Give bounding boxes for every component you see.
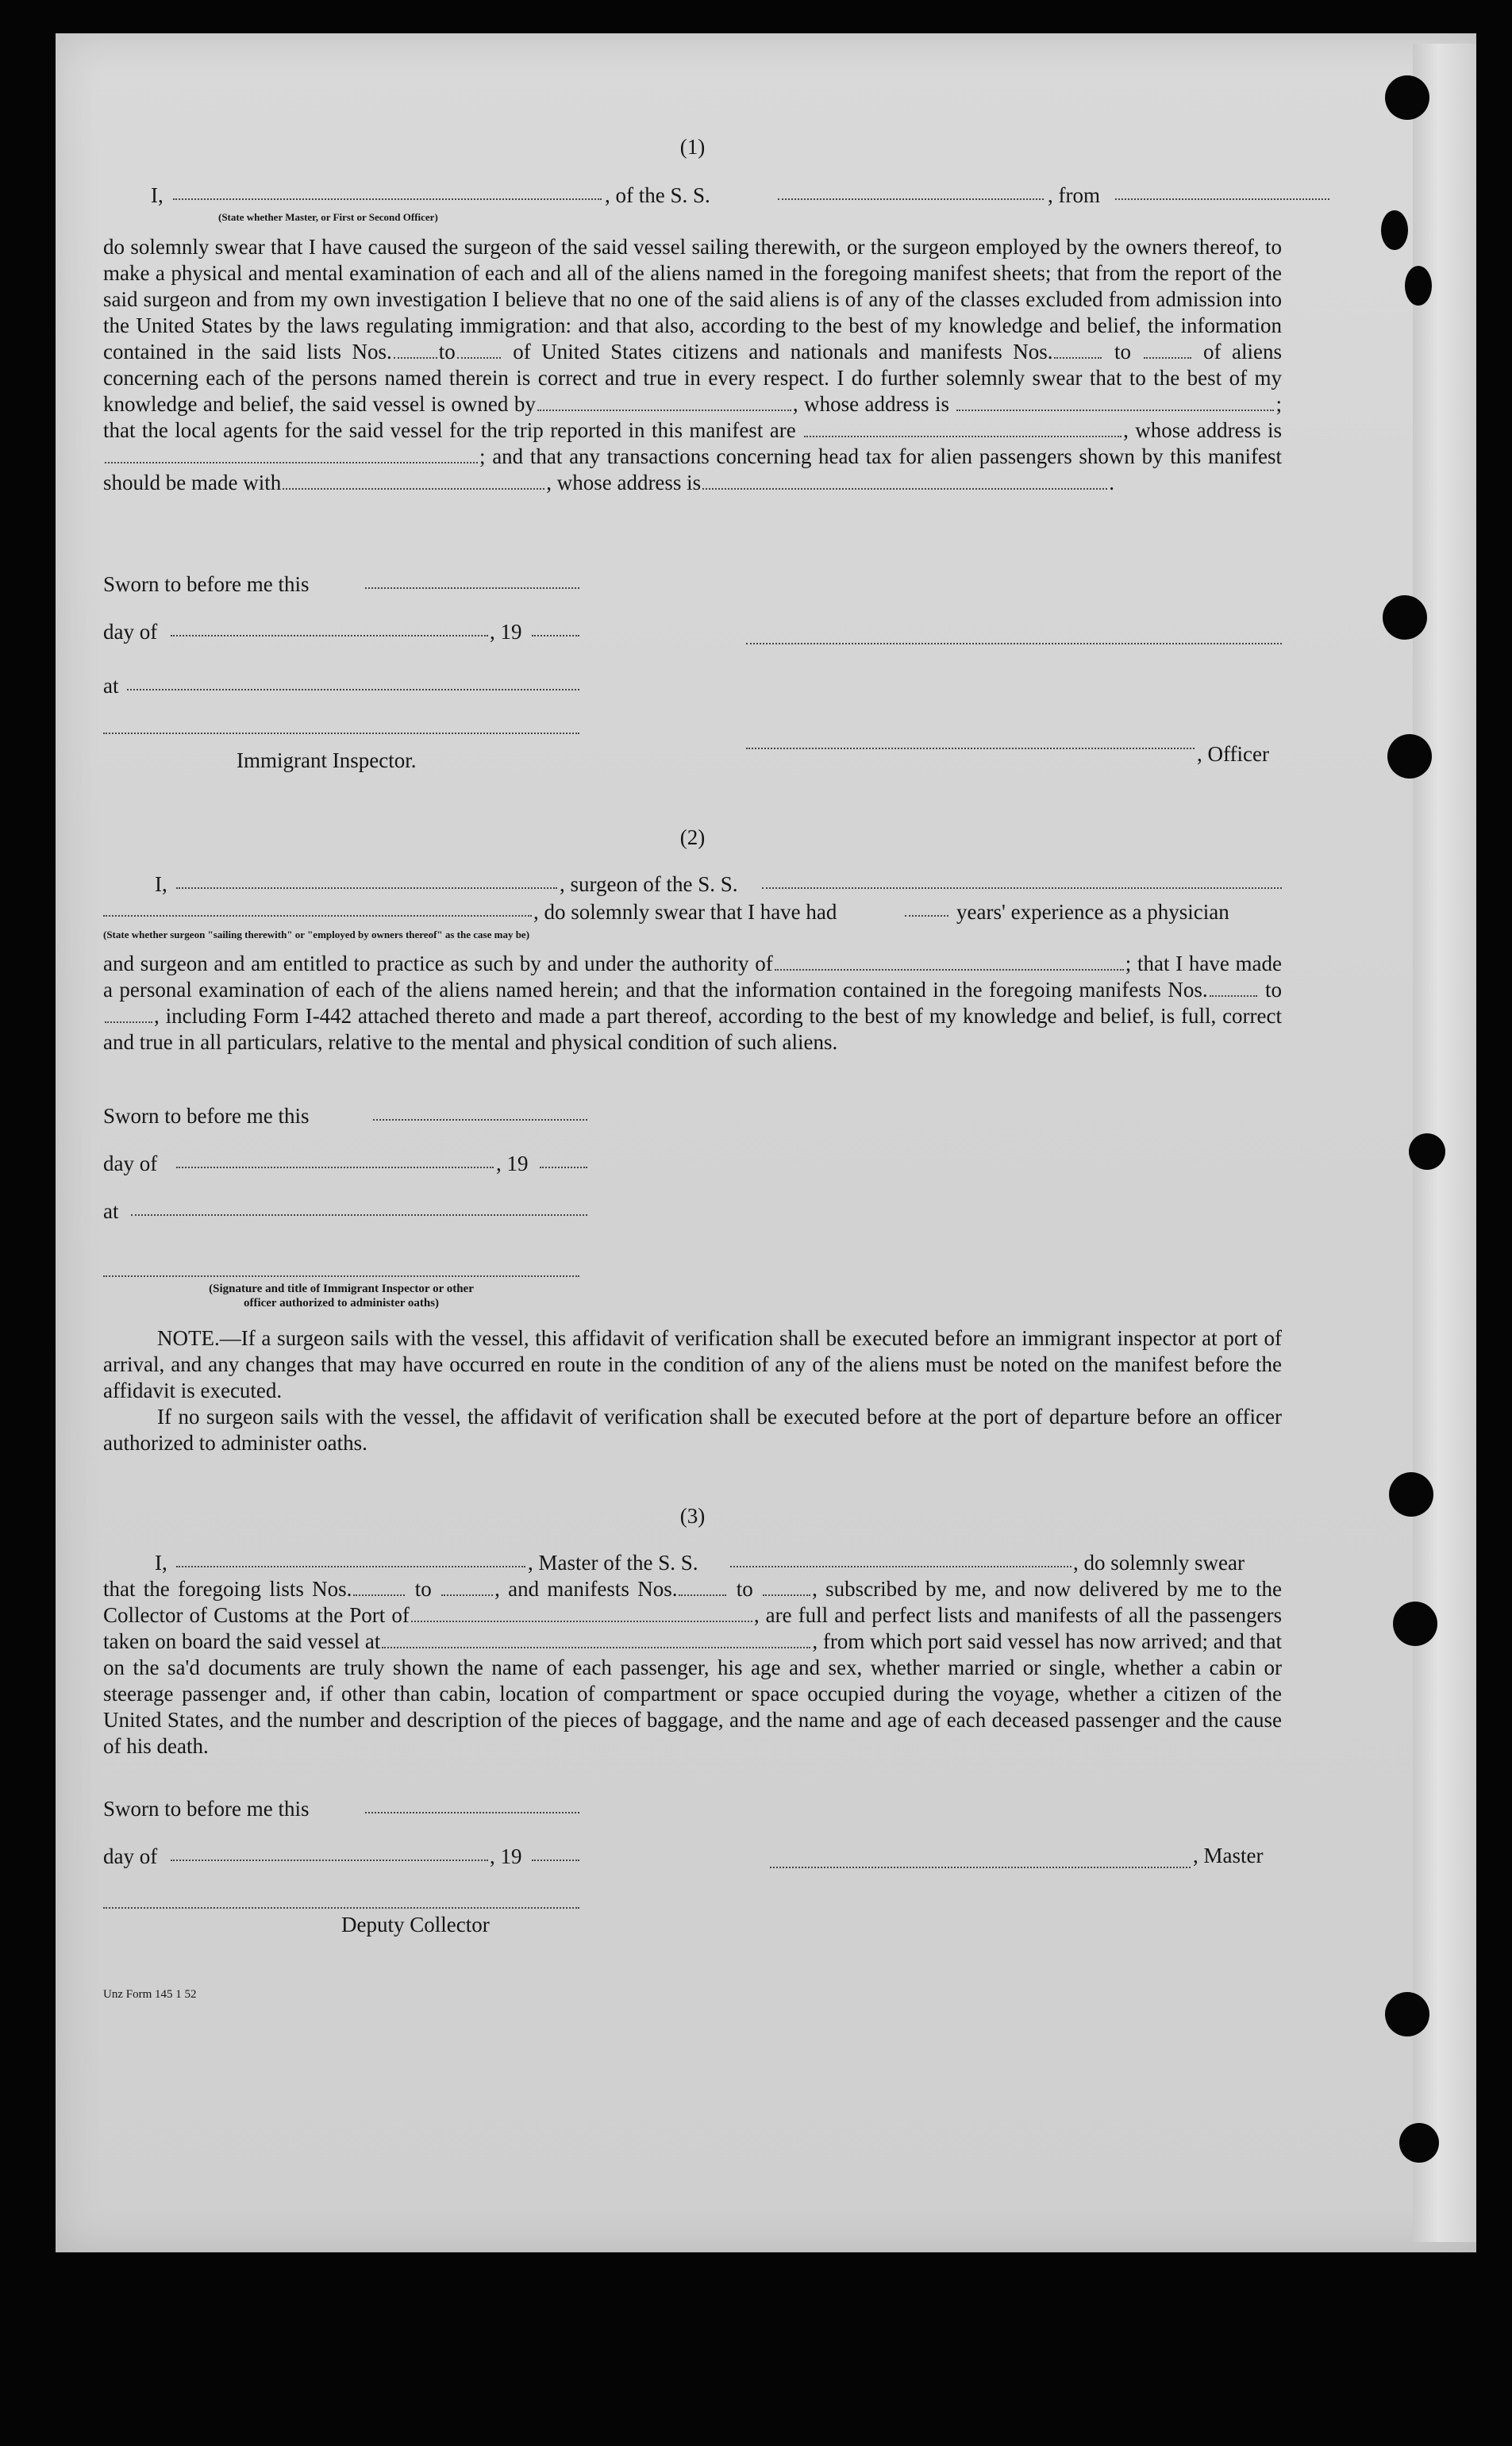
deputy-collector-label: Deputy Collector xyxy=(341,1913,490,1936)
years-experience-field[interactable] xyxy=(905,899,948,917)
punch-hole xyxy=(1381,210,1408,250)
inspector-signature-line[interactable] xyxy=(103,717,579,734)
note-paragraph-1: NOTE.—If a surgeon sails with the vessel, this affidavit of verification shall be executed before an immigrant inspector at port of arrival, and any changes that may have occurred en route in the condition of any of the aliens must be noted on the manifest before the affidavit is executed. xyxy=(103,1326,1282,1402)
i-label: I, xyxy=(151,183,164,207)
agents-address-field[interactable] xyxy=(105,444,478,463)
sworn-date-field[interactable] xyxy=(365,571,579,589)
surgeon-capacity-note: (State whether surgeon "sailing therewith" or "employed by owners thereof" as the case may be) xyxy=(103,929,530,940)
practice-authority-field[interactable] xyxy=(775,952,1124,971)
of-ss-label: , of the S. S. xyxy=(605,183,710,207)
master-name-field[interactable] xyxy=(176,1550,525,1567)
form-number: Unz Form 145 1 52 xyxy=(103,1988,197,2001)
lists-to-field[interactable] xyxy=(441,1577,493,1596)
lists-from-field[interactable] xyxy=(353,1577,405,1596)
manifest-from-field[interactable] xyxy=(1210,978,1257,997)
punch-hole xyxy=(1389,1472,1433,1517)
surgeon-capacity-field[interactable] xyxy=(103,899,532,917)
section-2-day-line: day of , 19 xyxy=(103,1151,659,1177)
owner-address-field[interactable] xyxy=(956,392,1274,411)
immigrant-inspector-label: Immigrant Inspector. xyxy=(237,748,417,772)
section-2-at-line: at xyxy=(103,1198,659,1225)
officer-name-field[interactable] xyxy=(173,183,602,200)
day-of-field[interactable] xyxy=(171,619,488,636)
local-agents-field[interactable] xyxy=(804,418,1121,437)
section-2-body: and surgeon and am entitled to practice as such by and under the authority of ; that I have made a personal examination of each of the aliens named herein; and that the information contained in the foregoing manifests Nos. to , including Form I-442 attached thereto and made a part thereof, according to the best of my knowledge and belief, is full, correct and true in all particulars, relative to the mental and physical condition of such aliens. xyxy=(103,952,1283,1054)
year-field[interactable] xyxy=(532,619,579,636)
citizen-list-from-field[interactable] xyxy=(394,340,437,359)
year-field[interactable] xyxy=(540,1151,587,1168)
port-of-embarkation-field[interactable] xyxy=(382,1629,810,1648)
section-2-swear-line: , do solemnly swear that I have had years' experience as a physician xyxy=(103,899,1282,925)
officer-label: , Officer xyxy=(1197,742,1269,766)
sworn-date-field[interactable] xyxy=(365,1796,579,1813)
head-tax-contact-field[interactable] xyxy=(283,471,544,490)
section-1-opening-line xyxy=(151,183,1286,209)
officer-signature-line-upper[interactable] xyxy=(746,627,1282,644)
punch-hole xyxy=(1409,1133,1445,1170)
master-signature-line[interactable] xyxy=(770,1851,1191,1868)
section-3-sworn-line: Sworn to before me this xyxy=(103,1796,659,1822)
section-3-body: that the foregoing lists Nos. to , and manifests Nos. to , subscribed by me, and now delivered by me to the Collector of Customs at the Port of , are full and perfect lists and manifests of all the passengers taken on board the said vessel at , from which port said vessel has now arrived; and that on the sa'd documents are truly shown the name of each passenger, his age and sex, whether married or single, whether a cabin or steerage passenger and, if other than cabin, location of compartment or space occupied during the voyage, whether a citizen of the United States, and the number and description of the pieces of baggage, and the name and age of each deceased passenger and the cause of his death. xyxy=(103,1577,1283,1758)
punch-hole xyxy=(1385,75,1429,120)
inspector-signature-line[interactable] xyxy=(103,1260,579,1277)
punch-hole xyxy=(1385,1992,1429,2036)
section-2-sworn-line: Sworn to before me this xyxy=(103,1103,659,1129)
note-block xyxy=(103,1325,1282,1456)
master-vessel-field[interactable] xyxy=(730,1550,1071,1567)
day-of-field[interactable] xyxy=(171,1844,488,1861)
section-1-body: do solemnly swear that I have caused the surgeon of the said vessel sailing therewith, or the surgeon employed by the owners thereof, to make a physical and mental examination of each and all of the aliens named in the foregoing manifest sheets; that from the report of the said surgeon and from my own investigation I believe that no one of the said aliens is of any of the classes excluded from admission into the United States by the laws regulating immigration: and that also, according to the best of my knowledge and belief, the information contained in the said lists Nos. to of United States citizens and nationals and manifests Nos. to of aliens concerning each of the persons named therein is correct and true in every respect. I do further solemnly swear that to the best of my knowledge and belief, the said vessel is owned by , whose address is ; that the local agents for the said vessel for the trip reported in this manifest are , whose address is; and that any transactions concerning head tax for alien passengers shown by this manifest should be made with , whose address is . xyxy=(103,235,1283,494)
section-3-opening-line: I, , Master of the S. S. , do solemnly swear xyxy=(155,1551,1245,1575)
alien-manifest-from-field[interactable] xyxy=(1054,340,1102,359)
section-3-number: (3) xyxy=(679,1504,706,1528)
year-field[interactable] xyxy=(532,1844,579,1861)
officer-signature-line[interactable] xyxy=(746,732,1195,749)
port-of-arrival-field[interactable] xyxy=(411,1603,752,1622)
master-label: , Master xyxy=(1193,1844,1264,1867)
from-label: , from xyxy=(1048,183,1100,207)
section-1-day-line: day of , 19 xyxy=(103,619,659,645)
at-place-field[interactable] xyxy=(127,673,579,690)
manifests-to-field[interactable] xyxy=(763,1577,810,1596)
head-tax-address-field[interactable] xyxy=(702,471,1107,490)
alien-manifest-to-field[interactable] xyxy=(1144,340,1191,359)
note-paragraph-2: If no surgeon sails with the vessel, the affidavit of verification shall be executed before at the port of departure before an officer authorized to administer oaths. xyxy=(103,1405,1282,1455)
section-1-sworn-line: Sworn to before me this xyxy=(103,571,659,598)
sworn-date-field[interactable] xyxy=(373,1103,587,1121)
section-3-day-line: day of , 19 xyxy=(103,1844,659,1870)
day-of-field[interactable] xyxy=(176,1151,494,1168)
section-1-at-line: at xyxy=(103,673,659,699)
punch-hole xyxy=(1393,1602,1437,1646)
vessel-owner-field[interactable] xyxy=(537,392,791,411)
officer-rank-note: (State whether Master, or First or Second Officer) xyxy=(218,211,438,223)
manifest-to-field[interactable] xyxy=(105,1004,152,1023)
surgeon-name-field[interactable] xyxy=(176,871,557,889)
deputy-collector-signature-line[interactable] xyxy=(103,1891,579,1909)
punch-hole xyxy=(1399,2123,1439,2163)
signature-caption: (Signature and title of Immigrant Inspector or other officer authorized to administer oaths) xyxy=(209,1283,474,1310)
vessel-name-field[interactable] xyxy=(778,183,1044,200)
from-port-field[interactable] xyxy=(1115,183,1329,200)
section-2-number: (2) xyxy=(679,825,706,849)
citizen-list-to-field[interactable] xyxy=(457,340,501,359)
at-place-field[interactable] xyxy=(131,1198,587,1216)
manifests-from-field[interactable] xyxy=(679,1577,726,1596)
section-1-number: (1) xyxy=(679,135,706,159)
punch-hole xyxy=(1405,266,1432,306)
section-2-opening-line: I, , surgeon of the S. S. xyxy=(103,871,1282,898)
punch-hole xyxy=(1383,595,1427,640)
surgeon-vessel-field[interactable] xyxy=(762,871,1282,889)
punch-hole xyxy=(1387,734,1432,779)
